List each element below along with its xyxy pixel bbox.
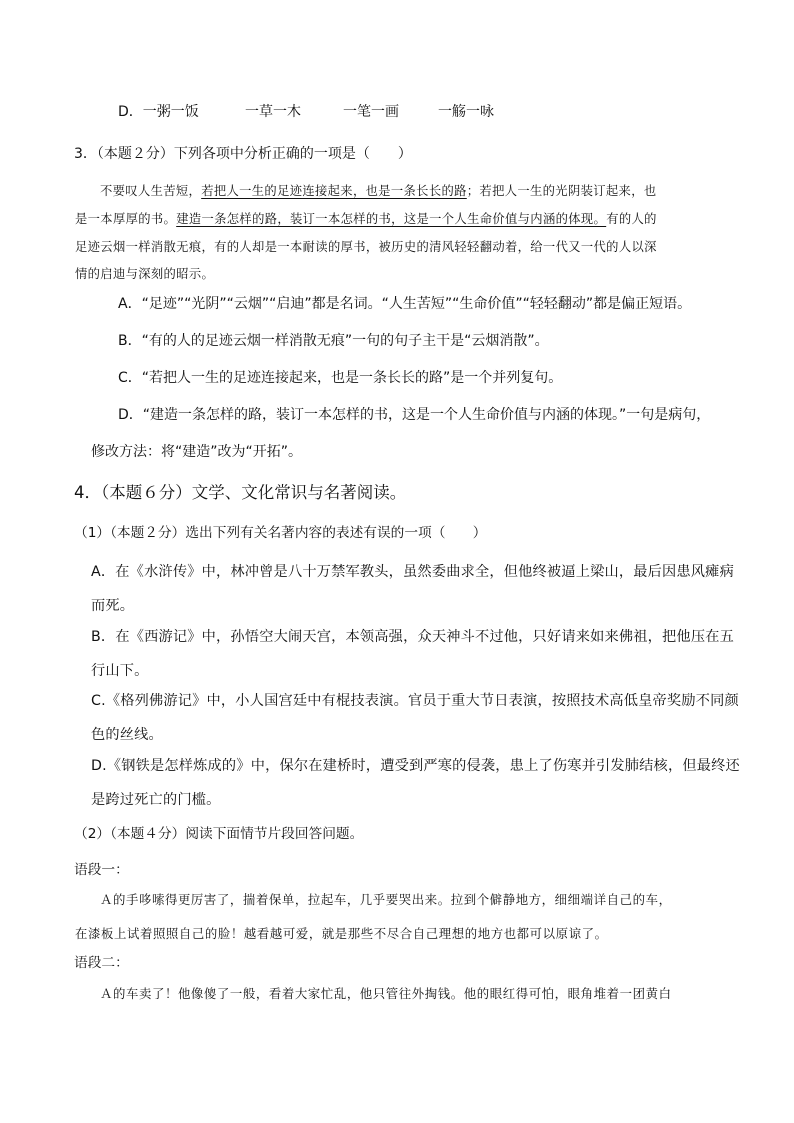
- q4-sub1-stem: （1）（本题２分）选出下列有关名著内容的表述有误的一项（ ）: [74, 525, 487, 541]
- q3-option-d-line-2: 修改方法：将“建造”改为“开拓”。: [91, 444, 303, 460]
- q4-sub1-option-b-line-1: B．在《西游记》中，孙悟空大闹天宫，本领高强，众天神斗不过他，只好请来如来佛祖，把他压在五: [91, 629, 734, 645]
- q3-passage-line-3: 足迹云烟一样消散无痕，有的人却是一本耐读的厚书，被历史的清风轻轻翻动着，给一代又一代的人以深: [75, 240, 657, 254]
- q4-sub1-option-c-line-1: C.《格列佛游记》中，小人国宫廷中有棍技表演。官员于重大节日表演，按照技术高低皇帝奖励不同颜: [91, 693, 739, 709]
- q4-sub1-option-a-line-1: A．在《水浒传》中，林冲曾是八十万禁军教头，虽然委曲求全，但他终被逼上梁山，最后因患风瘫病: [91, 564, 734, 580]
- q3-passage-line-4: 情的启迪与深刻的昭示。: [75, 267, 215, 281]
- q3-option-b: B．“有的人的足迹云烟一样消散无痕”一句的句子主干是“云烟消散”。: [118, 333, 549, 349]
- segment-2-line-1: Ａ的车卖了！他像傻了一般，看着大家忙乱，他只管往外掏钱。他的眼红得可怕，眼角堆着一团黄白: [100, 986, 672, 1001]
- q3-passage-line-1: [100, 181, 657, 199]
- q3-option-a: A．“足迹”“光阴”“云烟”“启迪”都是名词。“人生苦短”“生命价值”“轻轻翻动”都是偏正短语。: [118, 296, 692, 312]
- q3-option-d-line-1: D．“建造一条怎样的路，装订一本怎样的书，这是一个人生命价值与内涵的体现。”一句是病句，: [118, 407, 711, 423]
- segment-1-line-2: 在漆板上试着照照自己的脸！越看越可爱，就是那些不尽合自己理想的地方也都可以原谅了。: [75, 926, 608, 941]
- q2-option-d-word-2: 一草一木: [245, 104, 301, 120]
- q2-option-d-word-3: 一笔一画: [343, 104, 399, 120]
- passage-text: 有的人的: [606, 212, 657, 226]
- q3-option-c: C．“若把人一生的足迹连接起来，也是一条长长的路”是一个并列复句。: [118, 370, 563, 386]
- q3-stem: 3．（本题２分）下列各项中分析正确的一项是（ ）: [74, 146, 412, 162]
- q2-option-d-label: D．一粥一饭: [118, 104, 199, 120]
- q2-option-d-word-4: 一觞一咏: [438, 104, 494, 120]
- q4-sub2-stem: （2）（本题４分）阅读下面情节片段回答问题。: [74, 826, 364, 842]
- q4-sub1-option-b-line-2: 行山下。: [91, 663, 149, 679]
- passage-text: 不要叹人生苦短，: [100, 184, 202, 198]
- q4-stem: 4．（本题６分）文学、文化常识与名著阅读。: [74, 483, 407, 502]
- underlined-sentence-1: 若把人一生的足迹连接起来，也是一条长长的路: [201, 184, 467, 198]
- passage-text: 是一本厚厚的书。: [75, 212, 177, 226]
- segment-2-label: 语段二：: [74, 955, 129, 971]
- segment-1-label: 语段一：: [74, 862, 129, 878]
- underlined-sentence-2: 建造一条怎样的路，装订一本怎样的书，这是一个人生命价值与内涵的体现。: [176, 212, 607, 226]
- q4-sub1-option-d-line-1: D.《钢铁是怎样炼成的》中，保尔在建桥时，遭受到严寒的侵袭，患上了伤寒并引发肺结核，但最终还: [91, 758, 740, 774]
- q4-sub1-option-c-line-2: 色的丝线。: [91, 727, 163, 743]
- q4-sub1-option-a-line-2: 而死。: [91, 598, 135, 614]
- q4-sub1-option-d-line-2: 是跨过死亡的门槛。: [91, 792, 221, 808]
- segment-1-line-1: Ａ的手哆嗦得更厉害了，揣着保单，拉起车，几乎要哭出来。拉到个僻静地方，细细端详自己的车，: [100, 892, 672, 907]
- passage-text: ；若把人一生的光阴装订起来，也: [466, 184, 657, 198]
- q3-passage-line-2: [75, 209, 657, 227]
